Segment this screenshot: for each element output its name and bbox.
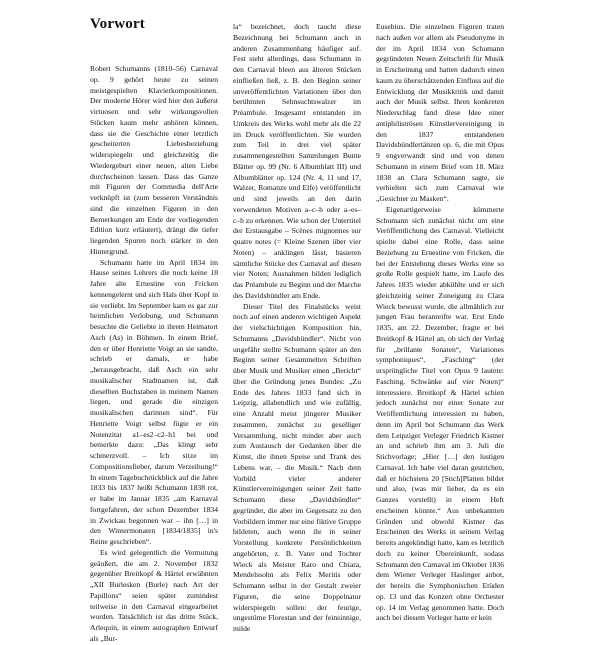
paragraph: Eusebius. Die einzelnen Figuren traten nach außen vor allem als Pseudonyme in der im April 1834 von Schumann gegründeten Neuen Zeitschrift für Musik in Erscheinung und hatten dadurch einen kaum zu überschätzenden Einfluss auf die Entwicklung der Musikkritik und damit auch der Musik selbst. Ihren konkreten Niederschlag fand diese Idee einer antiphiliströsen Künstlervereinigung in den 1837 entstandenen Davidsbündlertänzen op. 6, die mit Opus 9 engverwandt sind und von denen Schumann in einem Brief vom 18. März 1838 an Clara Schumann sagte, sie verhielten sich zum Carnaval wie „Gesichter zu Masken“. [376,22,504,203]
paragraph: Es wird gelegentlich die Vermutung geäußert, die am 2. November 1832 gegenüber Breitkopf & Härtel erwähnten „XII Burlesken (Burle) nach Art der Papillons“ seien später zumindest teilweise in den Carnaval eingearbeitet worden. Tatsächlich ist das dritte Stück, Arlequin, in einem autographen Entwurf als „Bur- [90,547,218,643]
paragraph: Robert Schumanns (1810–56) Carnaval op. 9 gehört heute zu seinen meistgespielten Klavierkompositionen. Der moderne Hörer wird hier den äußerst virtuosen und sehr wirkungsvollen Stücken kaum mehr anhören können, dass sie die Geschichte einer letztlich gescheiterten Liebesbeziehung widerspiegeln und gleichzeitig die Wiedergeburt einer neuen, alten Liebe durchscheinen lassen. Dass das Ganze mit Figuren der Commedia dell'Arte verknüpft ist (zum besseren Verständnis sind die einzelnen Figuren in den Bemerkungen am Ende der vorliegenden Edition kurz erläutert), drängt die tiefer liegenden Spuren noch stärker in den Hintergrund. [90,64,218,256]
text-column-1 [90,64,218,643]
page-title: Vorwort [90,16,145,32]
paragraph: Dieser Titel des Finalstücks weist noch auf einen anderen wichtigen Aspekt der vielschichtigen Komposition hin, Schumanns „Davidsbündler“. Nicht von ungefähr stellte Schumann später an den Beginn seiner Gesammelten Schriften über Musik und Musiker einen „Bericht“ über die Gründung jenes Bundes: „Zu Ende des Jahres 1833 fand sich in Leipzig, allabendlich und wie zufällig, eine Anzahl meist jüngerer Musiker zusammen, zunächst zu geselliger Versammlung, nicht minder aber auch zum Austausch der Gedanken über die Kunst, die ihnen Speise und Trank des Lebens war, – die Musik.“ Nach dem Vorbild vieler anderer Künstlervereinigungen seiner Zeit hatte Schumann diese „Davidsbündler“ gegründet, die aber im Gegensatz zu den Vorbildern immer nur eine fiktive Gruppe bildeten, auch wenn ihr in seiner Vorstellung konkrete Persönlichkeiten angehörten, z. B. Vater und Tochter Wieck als Meister Raro und Chiara, Mendelssohn als Felix Meritis oder Schumann selbst in der Gestalt zweier Figuren, die seine Doppelnatur widerspiegeln sollen: der feurige, ungestüme Florestan und der feinsinnige, milde [233,301,361,633]
paragraph: Eigenartigerweise kümmerte Schumann sich zunächst nicht um eine Veröffentlichung des Carnaval. Vielleicht spielte dabei eine Rolle, dass seine Beziehung zu Ernestine von Fricken, die bei der Entstehung dieses Werks eine so große Rolle gespielt hatte, im Laufe des Jahres 1835 wieder abkühlte und er sich gleichzeitig seiner Zuneigung zu Clara Wieck bewusst wurde, die allmählich zur jungen Frau heranreifte war. Erst Ende 1835, am 22. Dezember, fragte er bei Breitkopf & Härtel an, ob sich der Verlag für „brillante Sonaten“, Variationes symphoniques“, „Fasching“ (der ursprüngliche Titel von Opus 9 lautete: Fasching. Schwänke auf vier Noten)“ interessiere. Breitkopf & Härtel schien jedoch zunächst nur einer Sonate zur Veröffentlichung interessiert zu haben, denn im April bot Schumann das Werk dem Leipziger Verleger Friedrich Kistner an und schrieb ihm am 3. Juli die Stichvorlage; „Hier […] den lustigen Carnaval. Ich habe viel daran gestrichen, daß er höchstens 20 [Stich]Platten bildet und also, (was mir lieber, da es ein Ganzes vorstellt) in einem Heft erscheinen könnte.“ Aus unbekannten Gründen und obwohl Kistner das Erscheinen des Werks in seinem Verlag bereits angekündigt hatte, kam es letztlich doch zu keiner Übereinkunft, sodass Schumann den Carnaval im Oktober 1836 dem Wiener Verleger Haslinger anbot, der bereits die Symphonischen Etüden op. 13 und das Konzert ohne Orchester op. 14 im Verlag genommen hatte. Doch auch bei diesem Verleger hatte er kein [376,204,505,623]
text-column-3 [376,22,505,623]
paragraph: la“ bezeichnet, doch taucht diese Bezeichnung bei Schumann auch in anderen Zusammenhang häufiger auf. Fest steht allerdings, dass Schumann in den Carnaval bleen aus älteren Stücken einfließen ließ, z. B. den Beginn seiner unveröffentlichten Variationen über den berühmten Sehnsuchtswalzer im Préambule. Insgesamt entstanden im Umkreis des Werks wohl mehr als die 22 im Druck veröffentlichten. Sie wurden zum Teil in drei viel später zusammengestellten Sammlungen Bunte Blätter op. 99 (Nr. 6 Albumblatt III) und Albumblätter op. 124 (Nr. 4, 11 und 17, Walzer, Romanze und Elfe) veröffentlicht und sind jeweils an den darin verwendeten Motiven a–c–h oder a–es–c–h zu erkennen. Wie schon der Untertitel der Erstausgabe – Scènes mignonnes sur quatre notes (= Kleine Szenen über vier Noten) – anklingen lässt, basieren sämtliche Stücke des Carnaval auf diesen vier Noten; Ausnahmen bilden lediglich das Préambule zu Beginn und der Marche des Davidsbündler am Ende. [233,22,361,300]
text-column-2 [233,22,361,633]
paragraph: Schumann hatte im April 1834 im Hause seines Lehrers die noch keine 18 Jahre alte Ernestine von Fricken kennengelernt und sich Hals über Kopf in sie verliebt. Im September kam es gar zur heimlichen Verlobung, und Schumann besuchte die Geliebte in ihrem Heimatort Asch (As) in Böhmen. In einem Brief, den er über Henriette Voigt an sie sandte, schrieb er damals, er habe „herausgebracht, daß Asch ein sehr musikalischer Stadtnamen ist, daß dieselben Buchstaben in meinem Namen liegen, und gerade die einzigen musikalischen darinnen sind“. Für Henriette Voigt selbst fügte er ein Notenzitat a1–es2–c2–h1 bei und bemerkte dazu: „Das klingt sehr schmerzvoll. – Ich sitze im Compositionsfieber, darum Verzeihung!“ In einem Tagebuchrückblick auf die Jahre 1833 bis 1837 heißt Schumann 1838 rot, er habe im Januar 1835 „am Karnaval fortgefahren, der schon Dezember 1834 in Zwickau begonnen war – ihn […] in den Wintermonaten [1834/1835] in's Reine geschrieben“. [90,257,218,546]
